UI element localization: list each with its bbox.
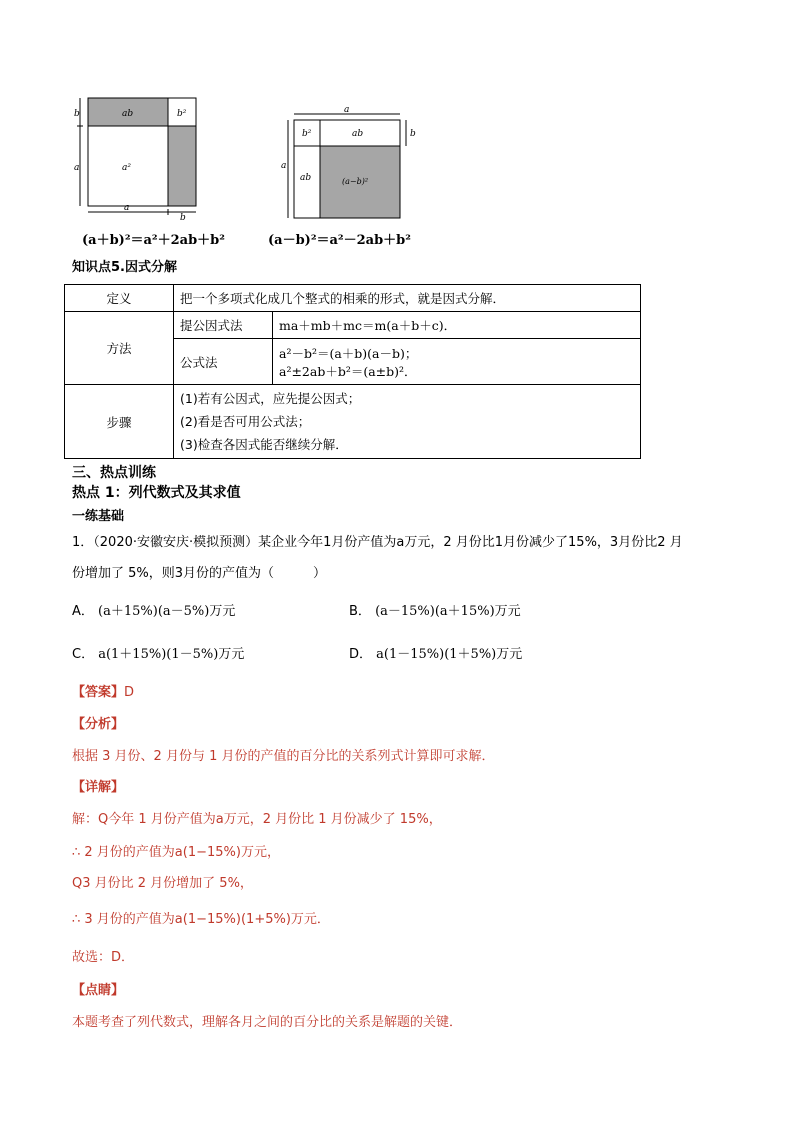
option-c-text: a(1＋15%)(1－5%)万元: [98, 647, 245, 662]
answer-tag: 【答案】: [72, 685, 125, 700]
steps-text: [174, 385, 641, 459]
comment-text: 本题考查了列代数式，理解各月之间的百分比的关系是解题的关键．: [72, 1015, 463, 1030]
detail-line3: Q3 月份比 2 月份增加了 5%，: [72, 876, 253, 891]
answer-line: [72, 681, 134, 700]
option-b-letter: B．: [349, 604, 371, 619]
label-a-leftside: a: [281, 161, 287, 171]
caption-diff-square: (a－b)²＝a²－2ab＋b²: [268, 233, 411, 248]
method-label: 方法: [65, 312, 174, 385]
label-b-right: b: [410, 129, 416, 139]
label-b-bottom: b: [180, 213, 186, 222]
steps-label: 步骤: [65, 385, 174, 459]
label-ab-left: ab: [300, 173, 312, 183]
step-2: (2)看是否可用公式法；: [180, 414, 311, 429]
detail-tag: 【详解】: [72, 780, 125, 795]
method2-line2: a²±2ab＋b²＝(a±b)²．: [279, 363, 417, 379]
step-3: (3)检查各因式能否继续分解．: [180, 437, 348, 452]
choose-line: 故选：D．: [72, 950, 135, 965]
label-b2: b²: [177, 109, 187, 119]
def-text: 把一个多项式化成几个整式的相乘的形式，就是因式分解．: [174, 285, 641, 312]
question-stem-line2: 份增加了 5%，则3月份的产值为（ ）: [72, 566, 327, 581]
method2-text: [273, 339, 641, 385]
method2-line1: a²－b²＝(a＋b)(a－b)；: [279, 345, 418, 361]
label-ab: ab: [122, 109, 134, 119]
method2-name: 公式法: [174, 339, 273, 385]
detail-line1: 解：Q今年 1 月份产值为a万元，2 月份比 1 月份减少了 15%，: [72, 812, 442, 827]
analysis-text: 根据 3 月份、2 月份与 1 月份的产值的百分比的关系列式计算即可求解．: [72, 749, 495, 764]
option-d-letter: D．: [349, 647, 373, 662]
step-1: (1)若有公因式，应先提公因式；: [180, 391, 361, 406]
def-label: 定义: [65, 285, 174, 312]
label-a2: a²: [122, 163, 131, 173]
option-b: [349, 600, 521, 619]
label-b-left: b: [74, 109, 80, 119]
option-c-letter: C．: [72, 647, 95, 662]
method1-text: ma＋mb＋mc＝m(a＋b＋c)．: [273, 312, 641, 339]
option-a: [72, 600, 235, 619]
answer-value: D: [124, 685, 135, 700]
option-d-text: a(1－15%)(1＋5%)万元: [376, 647, 523, 662]
square-diff-diagram: [280, 104, 420, 224]
detail-line2: ∴ 2 月份的产值为a(1−15%)万元，: [72, 845, 280, 860]
option-d: [349, 643, 522, 662]
option-a-text: (a＋15%)(a－5%)万元: [98, 604, 236, 619]
option-c: [72, 643, 244, 662]
label-a-bottom: a: [124, 203, 130, 213]
option-b-text: (a－15%)(a＋15%)万元: [375, 604, 521, 619]
option-a-letter: A．: [72, 604, 94, 619]
question-stem-line1: 1．（2020·安徽安庆·模拟预测）某企业今年1月份产值为a万元，2 月份比1月份减少了15%，3月份比2 月: [72, 535, 683, 550]
square-sum-diagram: [70, 92, 210, 222]
comment-tag: 【点睛】: [72, 983, 125, 998]
label-ab-top: ab: [352, 129, 364, 139]
label-a-top: a: [344, 105, 350, 115]
label-a-left: a: [74, 163, 80, 173]
factorization-table: [64, 284, 641, 459]
kp5-title: 知识点5.因式分解: [72, 260, 177, 275]
label-a-minus-b-sq: (a−b)²: [342, 177, 369, 186]
level-title: 一练基础: [72, 509, 125, 524]
label-b2-right: b²: [302, 129, 312, 139]
hot-point-title: 热点 1：列代数式及其求值: [72, 485, 241, 501]
detail-line4: ∴ 3 月份的产值为a(1−15%)(1+5%)万元．: [72, 912, 330, 927]
method1-name: 提公因式法: [174, 312, 273, 339]
section-title: 三、热点训练: [72, 465, 156, 481]
caption-sum-square: (a＋b)²＝a²＋2ab＋b²: [82, 233, 225, 248]
analysis-tag: 【分析】: [72, 717, 125, 732]
